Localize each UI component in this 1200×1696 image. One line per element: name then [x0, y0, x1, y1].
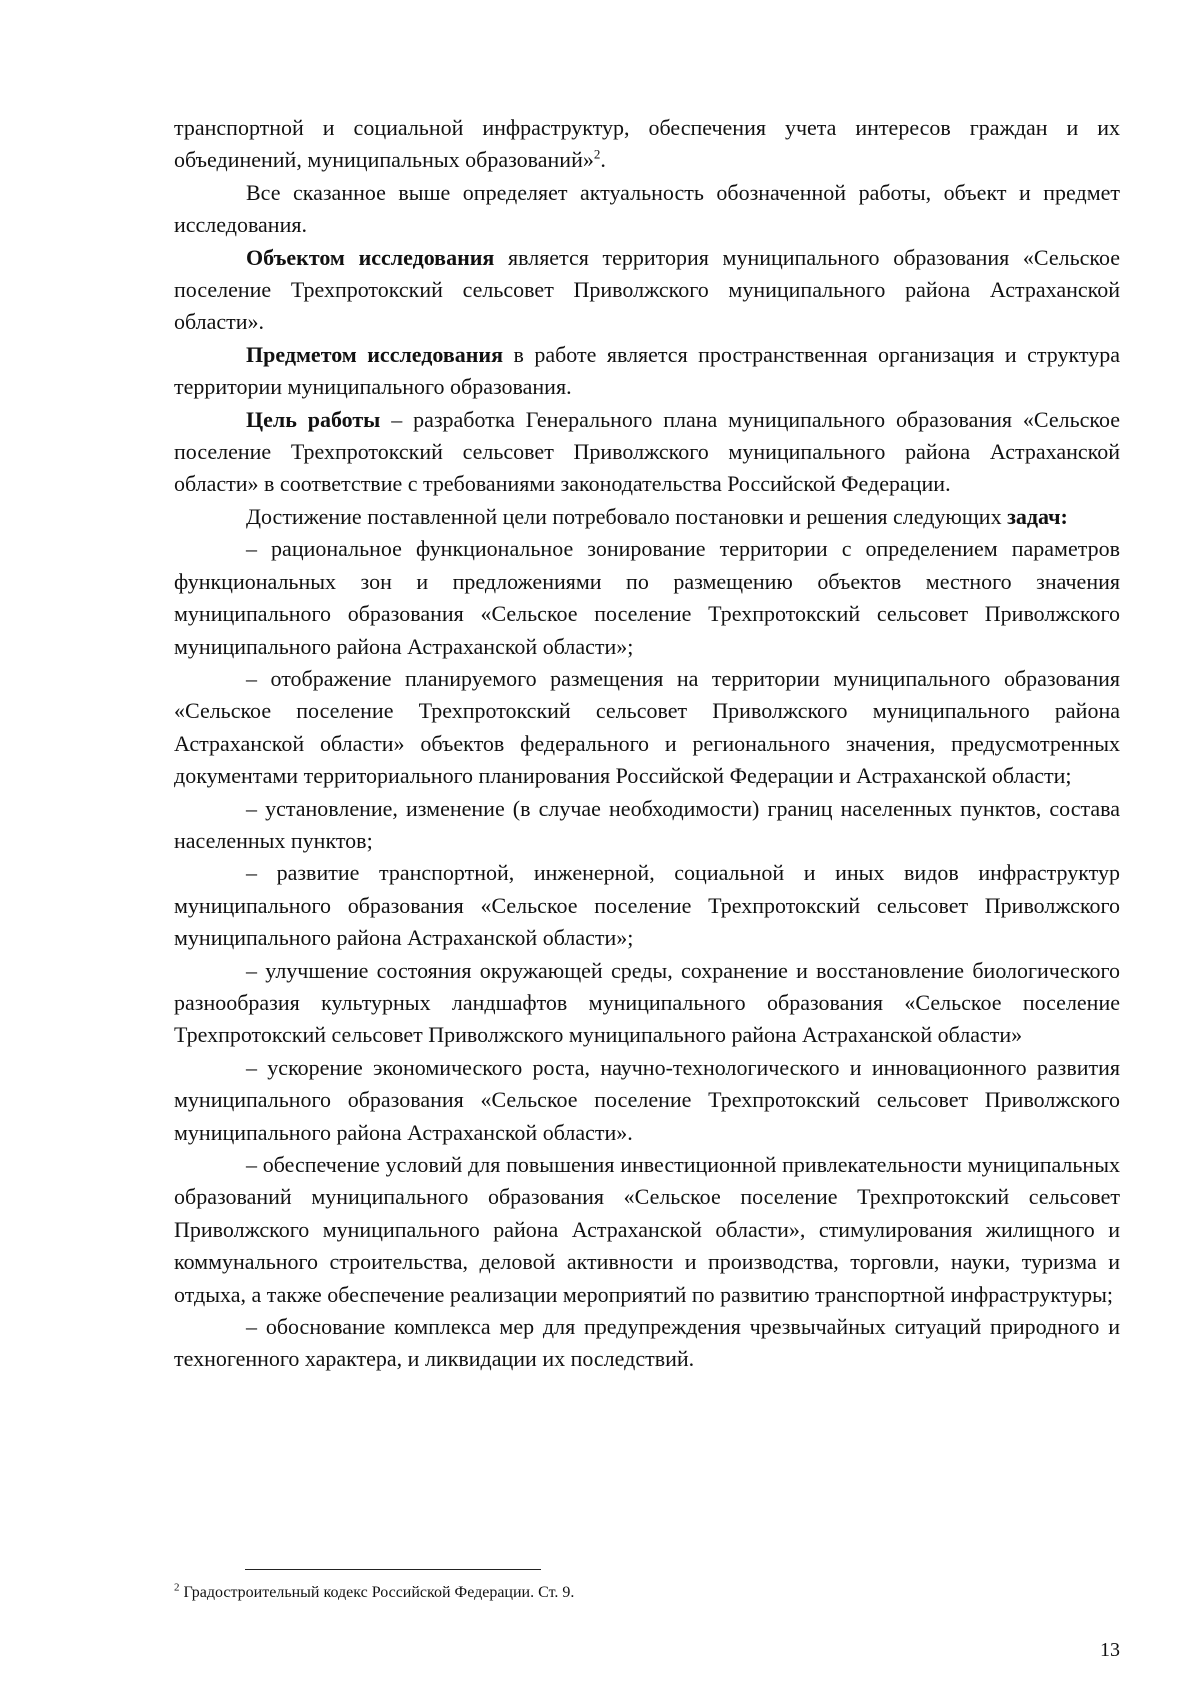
task-item: – обеспечение условий для повышения инвестиционной привлекательности муниципальных образований муниципального образования «Сельское поселение Трехпротокский сельсовет Приволжского муниципального района Астраханской области», стимулирования жилищного и коммунального строительства, деловой активности и производства, торговли, науки, туризма и отдыха, а также обеспечение реализации мероприятий по развитию транспортной инфраструктуры;: [174, 1152, 1120, 1307]
paragraph-text: является территория муниципального образования «Сельское поселение Трехпротокский сельсовет Приволжского муниципального района Астраханской области».: [174, 244, 1121, 335]
footnote-separator: [245, 1569, 541, 1570]
footnote-text: Градостроительный кодекс Российской Федерации. Ст. 9.: [179, 1584, 575, 1601]
body-text: [174, 112, 1120, 1376]
term-object: Объектом исследования: [246, 244, 495, 270]
term-goal: Цель работы: [246, 406, 381, 432]
paragraph-text: в работе является пространственная организация и структура территории муниципального образования.: [174, 341, 1120, 400]
paragraph-object: [174, 242, 1120, 339]
paragraph-text: Достижение поставленной цели потребовало постановки и решения следующих: [246, 503, 1008, 529]
paragraph-subject: [174, 339, 1120, 404]
term-tasks: задач:: [1007, 503, 1068, 529]
task-item: – установление, изменение (в случае необходимости) границ населенных пунктов, состава населенных пунктов;: [174, 795, 1120, 853]
task-item: – обоснование комплекса мер для предупреждения чрезвычайных ситуаций природного и техногенного характера, и ликвидации их последствий.: [174, 1314, 1120, 1372]
paragraph-continuation: [174, 112, 1120, 177]
footnote-reference: 2: [593, 147, 601, 163]
paragraph-text: .: [600, 147, 606, 173]
task-item: – развитие транспортной, инженерной, социальной и иных видов инфраструктур муниципального образования «Сельское поселение Трехпротокский сельсовет Приволжского муниципального района Астраханской области»;: [174, 860, 1120, 951]
paragraph-relevance: Все сказанное выше определяет актуальность обозначенной работы, объект и предмет исследования.: [174, 179, 1120, 238]
page-number: 13: [1100, 1639, 1120, 1661]
paragraph-tasks-intro: [174, 501, 1120, 533]
term-subject: Предметом исследования: [246, 341, 503, 367]
paragraph-text: – разработка Генерального плана муниципального образования «Сельское поселение Трехпротокский сельсовет Приволжского муниципального района Астраханской области» в соответствие с требованиями законодательства Российской Федерации.: [174, 406, 1120, 497]
footnote-number: 2: [174, 1581, 180, 1594]
task-item: – ускорение экономического роста, научно-технологического и инновационного развития муниципального образования «Сельское поселение Трехпротокский сельсовет Приволжского муниципального района Астраханской области».: [174, 1054, 1120, 1145]
paragraph-text: транспортной и социальной инфраструктур, обеспечения учета интересов граждан и их объединений, муниципальных образований»: [174, 115, 1120, 173]
footnote: [174, 1582, 1120, 1604]
task-item: – рациональное функциональное зонирование территории с определением параметров функциональных зон и предложениями по размещению объектов местного значения муниципального образования «Сельское поселение Трехпротокский сельсовет Приволжского муниципального района Астраханской области»;: [174, 536, 1120, 659]
task-item: – улучшение состояния окружающей среды, сохранение и восстановление биологического разнообразия культурных ландшафтов муниципального образования «Сельское поселение Трехпротокский сельсовет Приволжского муниципального района Астраханской области»: [174, 957, 1120, 1048]
task-item: – отображение планируемого размещения на территории муниципального образования «Сельское поселение Трехпротокский сельсовет Приволжского муниципального района Астраханской области» объектов федерального и регионального значения, предусмотренных документами территориального планирования Российской Федерации и Астраханской области;: [174, 665, 1120, 789]
paragraph-goal: [174, 404, 1120, 501]
